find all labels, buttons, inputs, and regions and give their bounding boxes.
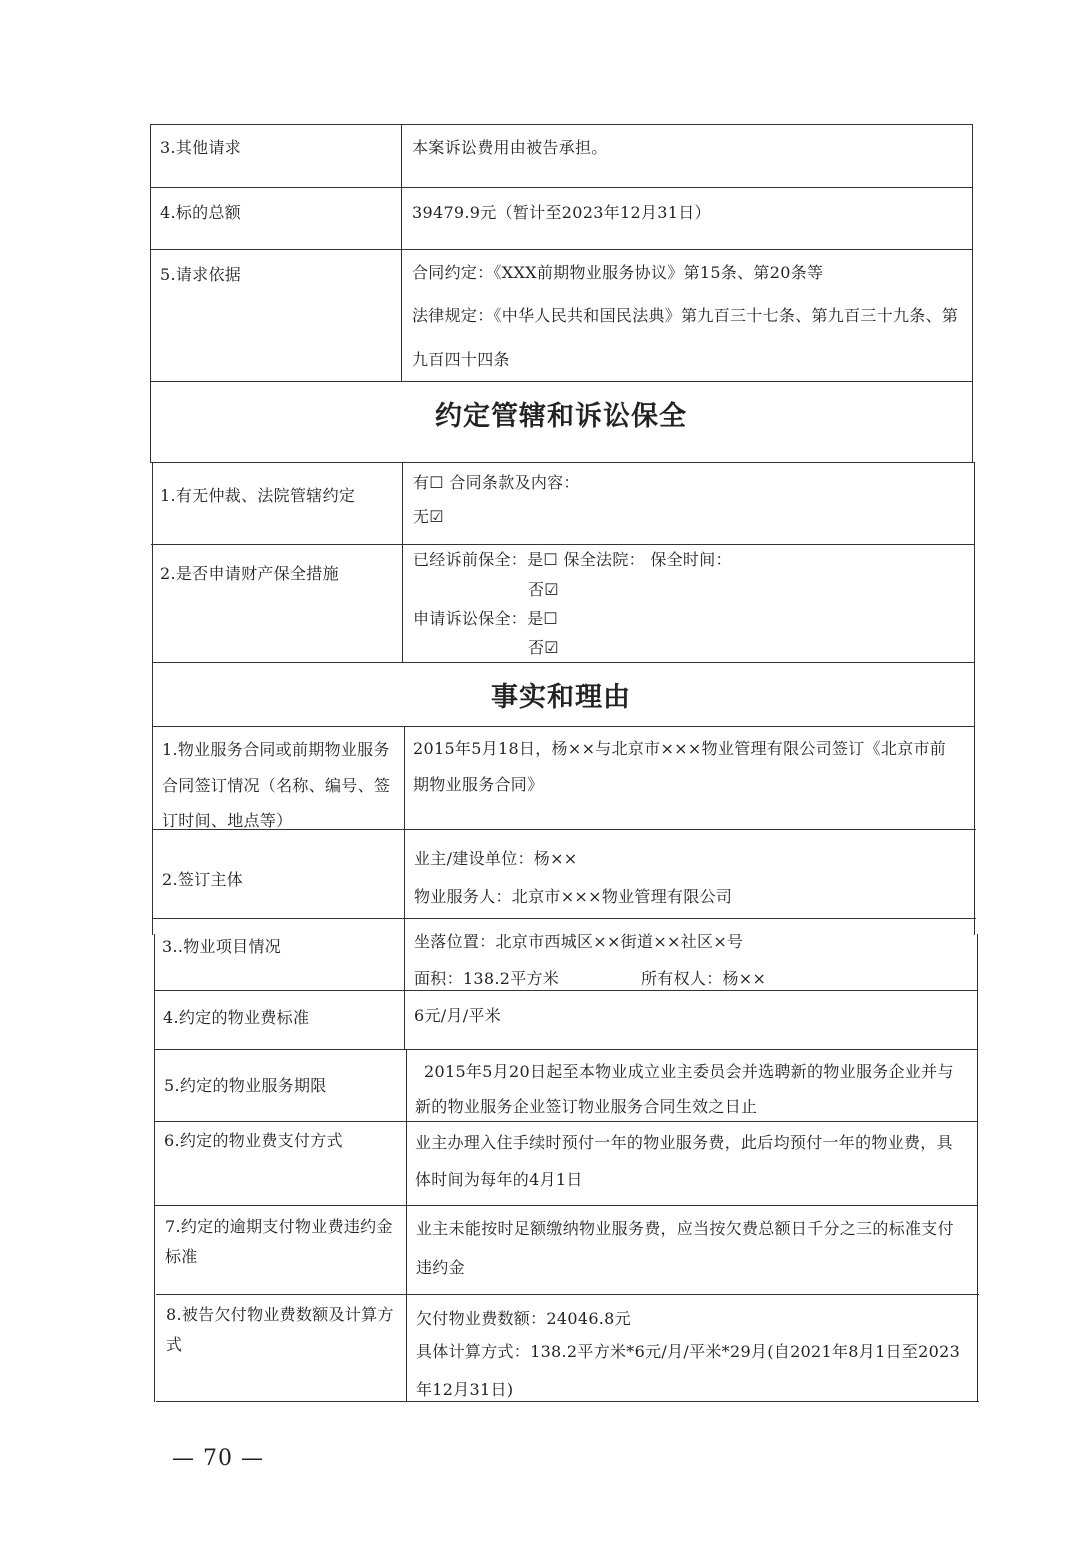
row-value-calculation: 具体计算方式：138.2平方米*6元/月/平米*29月(自2021年8月1日至2023 <box>416 1342 961 1361</box>
table-border-right <box>974 462 975 935</box>
row-value-property-service-provider: 物业服务人：北京市×××物业管理有限公司 <box>414 887 733 906</box>
row-value-late-penalty-cont: 违约金 <box>416 1258 465 1277</box>
row-value-calculation-cont: 年12月31日) <box>416 1380 514 1399</box>
row-value-service-period: 2015年5月20日起至本物业成立业主委员会并选聘新的物业服务企业并与 <box>424 1062 954 1081</box>
row-label-claim-basis: 5.请求依据 <box>160 265 242 284</box>
row-divider <box>150 187 973 188</box>
table-border-top <box>150 124 973 125</box>
row-value-late-penalty: 业主未能按时足额缴纳物业服务费，应当按欠费总额日千分之三的标准支付 <box>416 1219 954 1238</box>
row-value-claim-amount: 39479.9元（暂计至2023年12月31日） <box>412 203 711 222</box>
litigation-no-option: 否☑ <box>528 638 559 657</box>
row-divider <box>154 990 977 991</box>
row-label-late-penalty-1: 7.约定的逾期支付物业费违约金 <box>165 1217 393 1236</box>
row-divider <box>155 1205 978 1206</box>
row-value-arrears-amount: 欠付物业费数额：24046.8元 <box>416 1309 631 1328</box>
column-divider <box>402 462 403 663</box>
row-value-legal-basis-cont: 九百四十四条 <box>412 350 510 369</box>
row-label-late-penalty-2: 标准 <box>165 1247 198 1266</box>
column-divider <box>406 1049 407 1402</box>
row-label-contract-signing-3: 订时间、地点等） <box>162 811 293 830</box>
row-label-property-preservation: 2.是否申请财产保全措施 <box>160 564 339 583</box>
arbitration-no-option: 无☑ <box>413 507 444 526</box>
table-border-left <box>154 934 155 1402</box>
row-divider <box>155 1121 978 1122</box>
section-heading-facts: 事实和理由 <box>491 682 631 713</box>
row-label-service-period: 5.约定的物业服务期限 <box>164 1076 327 1095</box>
row-value-payment-method: 业主办理入住手续时预付一年的物业服务费，此后均预付一年的物业费，具 <box>415 1133 953 1152</box>
row-value-other-requests: 本案诉讼费用由被告承担。 <box>412 138 608 157</box>
row-value-property-owner: 所有权人：杨×× <box>641 969 767 988</box>
row-divider <box>156 1294 979 1295</box>
row-value-contract-basis: 合同约定：《XXX前期物业服务协议》第15条、第20条等 <box>412 263 824 282</box>
row-label-arrears-2: 式 <box>166 1335 183 1354</box>
row-divider <box>150 249 973 250</box>
row-label-payment-method: 6.约定的物业费支付方式 <box>164 1131 343 1150</box>
row-value-payment-method-cont: 体时间为每年的4月1日 <box>415 1170 583 1189</box>
section-heading-jurisdiction: 约定管辖和诉讼保全 <box>435 401 687 432</box>
row-divider <box>152 662 975 663</box>
table-border-right <box>972 124 973 463</box>
row-label-property-info: 3..物业项目情况 <box>162 937 282 956</box>
row-value-area: 面积：138.2平方米 <box>414 969 560 988</box>
row-divider <box>150 381 973 382</box>
row-label-arrears-1: 8.被告欠付物业费数额及计算方 <box>166 1305 394 1324</box>
row-value-legal-basis: 法律规定：《中华人民共和国民法典》第九百三十七条、第九百三十九条、第 <box>412 306 959 325</box>
row-label-signing-parties: 2.签订主体 <box>162 870 244 889</box>
row-divider <box>151 544 974 545</box>
row-label-contract-signing-2: 合同签订情况（名称、编号、签 <box>162 776 391 795</box>
row-label-contract-signing-1: 1.物业服务合同或前期物业服务 <box>162 740 390 759</box>
table-border-right <box>977 934 978 1402</box>
litigation-preservation: 申请诉讼保全：是☐ <box>413 609 559 628</box>
row-label-fee-standard: 4.约定的物业费标准 <box>163 1008 310 1027</box>
pre-litigation-preservation: 已经诉前保全：是☐ 保全法院： 保全时间： <box>413 550 732 569</box>
row-divider <box>152 726 975 727</box>
row-divider <box>153 918 976 919</box>
row-value-fee-standard: 6元/月/平米 <box>414 1006 502 1025</box>
column-divider <box>404 726 405 1050</box>
page-number: — 70 — <box>172 1446 264 1471</box>
row-value-contract-signing-cont: 期物业服务合同》 <box>413 775 544 794</box>
row-label-arbitration: 1.有无仲裁、法院管辖约定 <box>160 486 356 505</box>
table-border-bottom <box>156 1401 979 1402</box>
row-value-owner: 业主/建设单位：杨×× <box>414 849 578 868</box>
row-divider <box>151 462 974 463</box>
pre-litigation-no-option: 否☑ <box>528 580 559 599</box>
column-divider <box>401 124 402 382</box>
row-label-claim-amount: 4.标的总额 <box>160 203 242 222</box>
row-label-other-requests: 3.其他请求 <box>160 138 242 157</box>
row-value-location: 坐落位置：北京市西城区××街道××社区×号 <box>414 932 744 951</box>
arbitration-yes-option: 有☐ 合同条款及内容： <box>413 473 580 492</box>
row-divider <box>154 1049 977 1050</box>
row-value-service-period-cont: 新的物业服务企业签订物业服务合同生效之日止 <box>415 1097 758 1116</box>
row-value-contract-signing: 2015年5月18日，杨××与北京市×××物业管理有限公司签订《北京市前 <box>413 739 947 758</box>
